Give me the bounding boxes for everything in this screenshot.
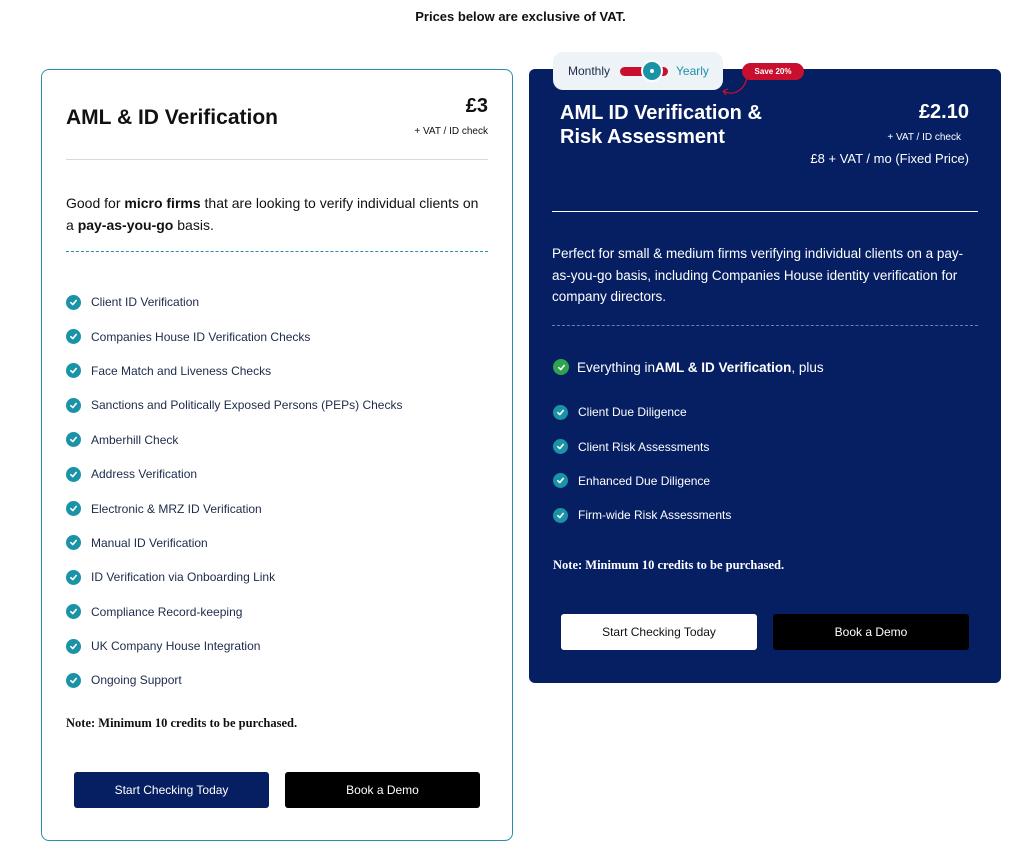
check-icon <box>66 295 81 310</box>
check-icon <box>66 432 81 447</box>
book-demo-button[interactable]: Book a Demo <box>285 772 480 808</box>
divider <box>552 211 978 212</box>
feature-item: Sanctions and Politically Exposed Persons (PEPs) Checks <box>66 388 402 422</box>
check-icon <box>66 673 81 688</box>
check-icon <box>66 570 81 585</box>
feature-item: ID Verification via Onboarding Link <box>66 560 402 594</box>
check-icon <box>66 604 81 619</box>
feature-list <box>553 395 731 533</box>
toggle-knob[interactable] <box>641 60 663 82</box>
feature-item: Enhanced Due Diligence <box>553 464 731 498</box>
yearly-label[interactable]: Yearly <box>676 64 709 78</box>
plan-description: Good for micro firms that are looking to verify individual clients on a pay-as-you-go basis. <box>66 195 479 233</box>
billing-toggle[interactable] <box>553 52 723 90</box>
plan-description: Perfect for small & medium firms verifying individual clients on a pay-as-you-go basis, including Companies House identity verification for company directors. <box>552 246 964 304</box>
feature-item: Electronic & MRZ ID Verification <box>66 491 402 525</box>
plan-title: AML ID Verification & Risk Assessment <box>560 102 762 148</box>
feature-item: Client ID Verification <box>66 285 402 319</box>
green-check-icon <box>553 359 569 375</box>
check-icon <box>553 508 568 523</box>
check-icon <box>553 405 568 420</box>
feature-item: Compliance Record-keeping <box>66 595 402 629</box>
check-icon <box>66 329 81 344</box>
check-icon <box>66 535 81 550</box>
feature-item: Amberhill Check <box>66 423 402 457</box>
check-icon <box>66 467 81 482</box>
dashed-divider <box>552 325 978 326</box>
plan-price-unit: + VAT / ID check <box>414 126 488 137</box>
feature-list <box>66 285 402 698</box>
plan-price: £3 <box>465 95 488 117</box>
plan-card-aml-id <box>41 69 513 841</box>
everything-in-line: Everything in AML & ID Verification , plus <box>553 359 824 375</box>
plan-price: £2.10 <box>918 101 969 123</box>
plan-title: AML & ID Verification <box>66 106 278 129</box>
check-icon <box>553 473 568 488</box>
feature-item: Ongoing Support <box>66 663 402 697</box>
plan-card-aml-risk <box>529 69 1001 683</box>
check-icon <box>66 501 81 516</box>
save-badge: Save 20% <box>742 63 804 80</box>
vat-note: Prices below are exclusive of VAT. <box>415 9 626 24</box>
fixed-price: £8 + VAT / mo (Fixed Price) <box>810 151 969 166</box>
start-checking-button[interactable]: Start Checking Today <box>74 772 269 808</box>
feature-item: UK Company House Integration <box>66 629 402 663</box>
feature-item: Address Verification <box>66 457 402 491</box>
check-icon <box>66 398 81 413</box>
monthly-label[interactable]: Monthly <box>568 64 611 78</box>
credits-note: Note: Minimum 10 credits to be purchased. <box>66 716 298 730</box>
plan-price-unit: + VAT / ID check <box>887 132 961 143</box>
feature-item: Client Due Diligence <box>553 395 731 429</box>
start-checking-button[interactable]: Start Checking Today <box>561 614 757 650</box>
divider <box>66 159 488 160</box>
credits-note: Note: Minimum 10 credits to be purchased. <box>553 558 785 572</box>
check-icon <box>553 439 568 454</box>
feature-item: Face Match and Liveness Checks <box>66 354 402 388</box>
dashed-divider <box>66 251 488 252</box>
feature-item: Firm-wide Risk Assessments <box>553 498 731 532</box>
feature-item: Manual ID Verification <box>66 526 402 560</box>
feature-item: Companies House ID Verification Checks <box>66 319 402 353</box>
check-icon <box>66 639 81 654</box>
book-demo-button[interactable]: Book a Demo <box>773 614 969 650</box>
check-icon <box>66 363 81 378</box>
feature-item: Client Risk Assessments <box>553 429 731 463</box>
